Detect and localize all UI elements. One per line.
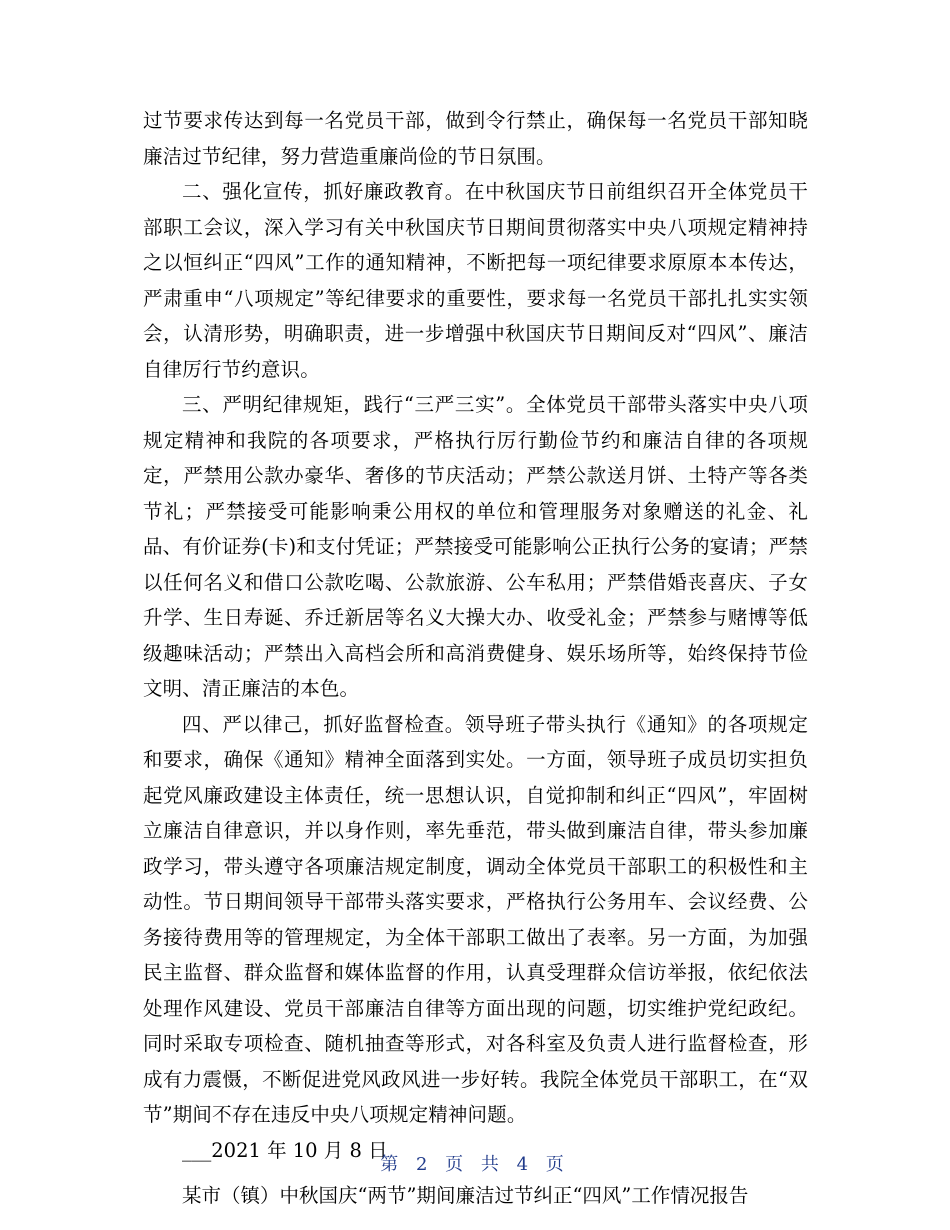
- document-body: [143, 103, 808, 1214]
- next-report-title: 某市（镇）中秋国庆“两节”期间廉洁过节纠正“四风”工作情况报告: [182, 1184, 749, 1207]
- paragraph-section-four: 四、严以律己，抓好监督检查。领导班子带头执行《通知》的各项规定和要求，确保《通知》精神全面落到实处。一方面，领导班子成员切实担负起党风廉政建设主体责任，统一思想认识，自觉抑制和纠正“四风”，牢固树立廉洁自律意识，并以身作则，率先垂范，带头做到廉洁自律，带头参加廉政学习，带头遵守各项廉洁规定制度，调动全体党员干部职工的积极性和主动性。节日期间领导干部带头落实要求，严格执行公务用车、会议经费、公务接待费用等的管理规定，为全体干部职工做出了表率。另一方面，为加强民主监督、群众监督和媒体监督的作用，认真受理群众信访举报，依纪依法处理作风建设、党员干部廉洁自律等方面出现的问题，切实维护党纪政纪。同时采取专项检查、随机抽查等形式，对各科室及负责人进行监督检查，形成有力震慑，不断促进党风政风进一步好转。我院全体党员干部职工，在“双节”期间不存在违反中央八项规定精神问题。: [143, 712, 808, 1126]
- paragraph-section-two: 二、强化宣传，抓好廉政教育。在中秋国庆节日前组织召开全体党员干部职工会议，深入学习有关中秋国庆节日期间贯彻落实中央八项规定精神持之以恒纠正“四风”工作的通知精神，不断把每一项纪律要求原原本本传达，严肃重申“八项规定”等纪律要求的重要性，要求每一名党员干部扎扎实实领会，认清形势，明确职责，进一步增强中秋国庆节日期间反对“四风”、廉洁自律厉行节约意识。: [143, 180, 808, 381]
- paragraph-continuation: 过节要求传达到每一名党员干部，做到令行禁止，确保每一名党员干部知晓廉洁过节纪律，努力营造重廉尚俭的节日氛围。: [143, 109, 808, 168]
- paragraph-section-three: 三、严明纪律规矩，践行“三严三实”。全体党员干部带头落实中央八项规定精神和我院的各项要求，严格执行厉行勤俭节约和廉洁自律的各项规定，严禁用公款办豪华、奢侈的节庆活动；严禁公款送月饼、土特产等各类节礼；严禁接受可能影响秉公用权的单位和管理服务对象赠送的礼金、礼品、有价证券(卡)和支付凭证；严禁接受可能影响公正执行公务的宴请；严禁以任何名义和借口公款吃喝、公款旅游、公车私用；严禁借婚丧喜庆、子女升学、生日寿诞、乔迁新居等名义大操大办、收受礼金；严禁参与赌博等低级趣味活动；严禁出入高档会所和高消费健身、娱乐场所等，始终保持节俭文明、清正廉洁的本色。: [143, 393, 808, 700]
- report-date: ___2021 年 10 月 8 日: [182, 1138, 388, 1162]
- page-number: 第 2 页 共 4 页: [380, 1154, 570, 1175]
